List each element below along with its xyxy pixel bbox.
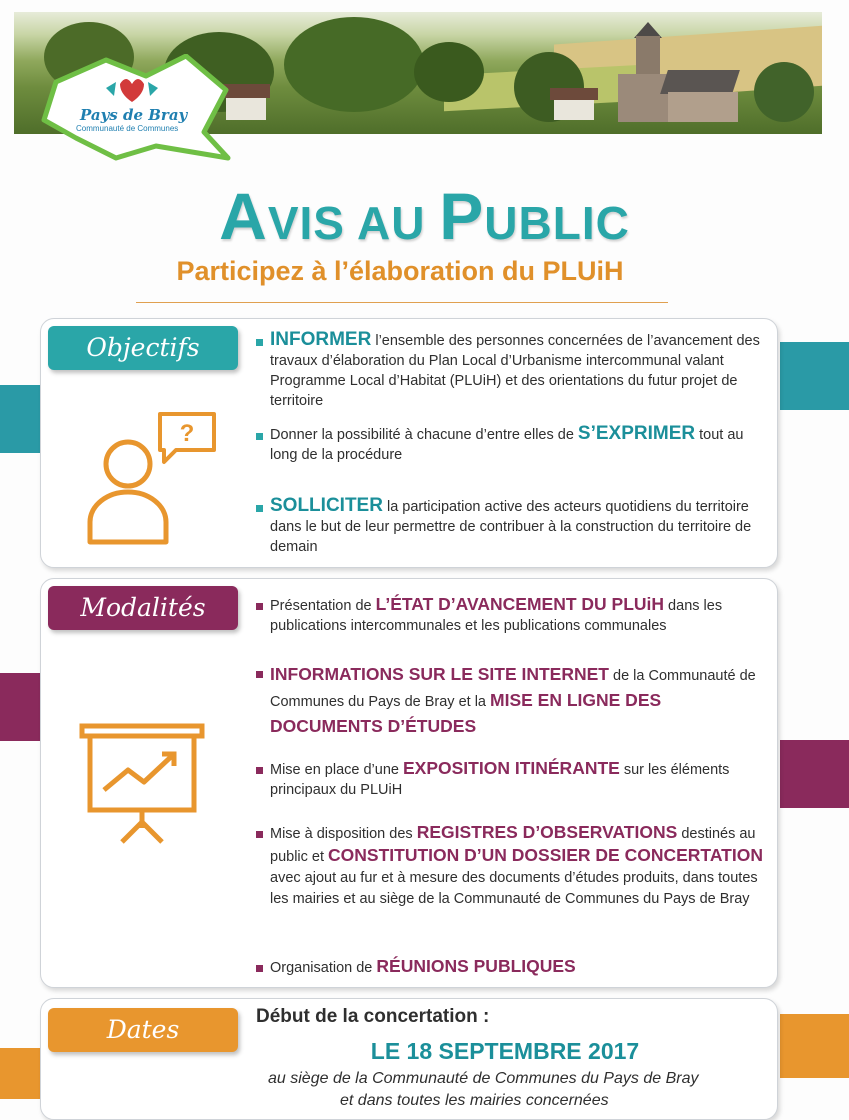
title-part-b: UBLIC — [484, 197, 630, 249]
title-letter-p: P — [439, 179, 485, 253]
list-item — [256, 758, 766, 800]
list-item — [256, 330, 766, 411]
dates-location-line-2: et dans toutes les mairies concernées — [340, 1092, 609, 1109]
person-question-icon — [84, 410, 234, 555]
item-keyword: INFORMER — [270, 329, 372, 350]
title-letter-a: A — [219, 179, 268, 253]
title-part-a: VIS AU — [267, 197, 440, 249]
dates-location-line: au siège de la Communauté de Communes du Pays de Bray — [268, 1070, 699, 1087]
item-text: Présentation de — [270, 598, 376, 614]
svg-text:?: ? — [179, 420, 195, 447]
bullet — [256, 433, 263, 440]
item-text: dans les publications intercommunales et les publications communales — [270, 598, 723, 634]
pays-de-bray-logo — [36, 54, 236, 162]
list-item — [256, 496, 766, 557]
photo-tree — [284, 17, 424, 112]
item-text: de la Communauté de Communes du Pays de Bray et la — [270, 668, 756, 710]
item-keyword: MISE EN LIGNE DES DOCUMENTS D’ÉTUDES — [270, 690, 662, 736]
item-text: Donner la possibilité à chacune d’entre elles de — [270, 427, 578, 443]
item-keyword: INFORMATIONS SUR LE SITE INTERNET — [270, 664, 609, 684]
item-text: Organisation de — [270, 960, 377, 976]
item-text: tout au long de la procédure — [270, 427, 744, 463]
modalites-label: Modalités — [48, 586, 238, 630]
item-text: l’ensemble des personnes concernées de l’avancement des travaux d’élaboration du Plan Local d’Urbanisme intercommunal valant Programme Local d’Habitat (PLUiH) et des orientations du futur projet de territoire — [270, 333, 760, 409]
list-item — [256, 424, 766, 465]
photo-roof — [550, 88, 598, 100]
item-keyword: RÉUNIONS PUBLIQUES — [376, 956, 576, 976]
item-text: Mise à disposition des — [270, 826, 417, 842]
bullet — [256, 505, 263, 512]
subtitle-divider — [136, 302, 668, 303]
item-keyword: CONSTITUTION D’UN DOSSIER DE CONCERTATION — [328, 845, 763, 865]
item-keyword: REGISTRES D’OBSERVATIONS — [416, 822, 678, 842]
bullet — [256, 831, 263, 838]
photo-tree — [414, 42, 484, 102]
church-body — [618, 74, 668, 122]
list-item — [256, 662, 766, 740]
page-subtitle: Participez à l’élaboration du PLUiH — [176, 256, 624, 286]
item-keyword: L’ÉTAT D’AVANCEMENT DU PLUiH — [375, 594, 665, 614]
church-roof — [660, 70, 740, 94]
list-item — [256, 956, 766, 978]
page-title — [0, 178, 849, 254]
item-keyword: S’EXPRIMER — [577, 423, 696, 444]
right-teal-tab — [780, 342, 849, 410]
item-keyword: EXPOSITION ITINÉRANTE — [403, 758, 620, 778]
objectifs-label: Objectifs — [48, 326, 238, 370]
item-text: destinés au public et — [270, 826, 756, 865]
right-purple-tab — [780, 740, 849, 808]
dates-label: Dates — [48, 1008, 238, 1052]
list-item — [256, 822, 766, 910]
presentation-board-icon — [78, 722, 208, 857]
bullet — [256, 603, 263, 610]
photo-house — [554, 98, 594, 120]
bullet — [256, 671, 263, 678]
dates-start-date: LE 18 SEPTEMBRE 2017 — [370, 1038, 640, 1064]
item-keyword: SOLLICITER — [270, 495, 383, 516]
item-text: la participation active des acteurs quotidiens du territoire dans le but de leur permettre de contribuer à la construction du territoire de demain — [270, 499, 752, 555]
list-item — [256, 594, 766, 636]
bullet — [256, 767, 263, 774]
item-text: avec ajout au fur et à mesure des documents d’études produits, dans toutes les mairies et au siège de la Communauté de Communes du Pays de Bray — [270, 870, 758, 907]
item-text: Mise en place d’une — [270, 762, 403, 778]
dates-heading: Début de la concertation : — [256, 1006, 490, 1027]
photo-tree — [754, 62, 814, 122]
church-nave — [668, 92, 738, 122]
bullet — [256, 965, 263, 972]
bullet — [256, 339, 263, 346]
logo-tagline: Communauté de Communes — [76, 124, 179, 133]
item-text: sur les éléments principaux du PLUiH — [270, 762, 730, 798]
logo-name: Pays de Bray — [80, 106, 188, 124]
